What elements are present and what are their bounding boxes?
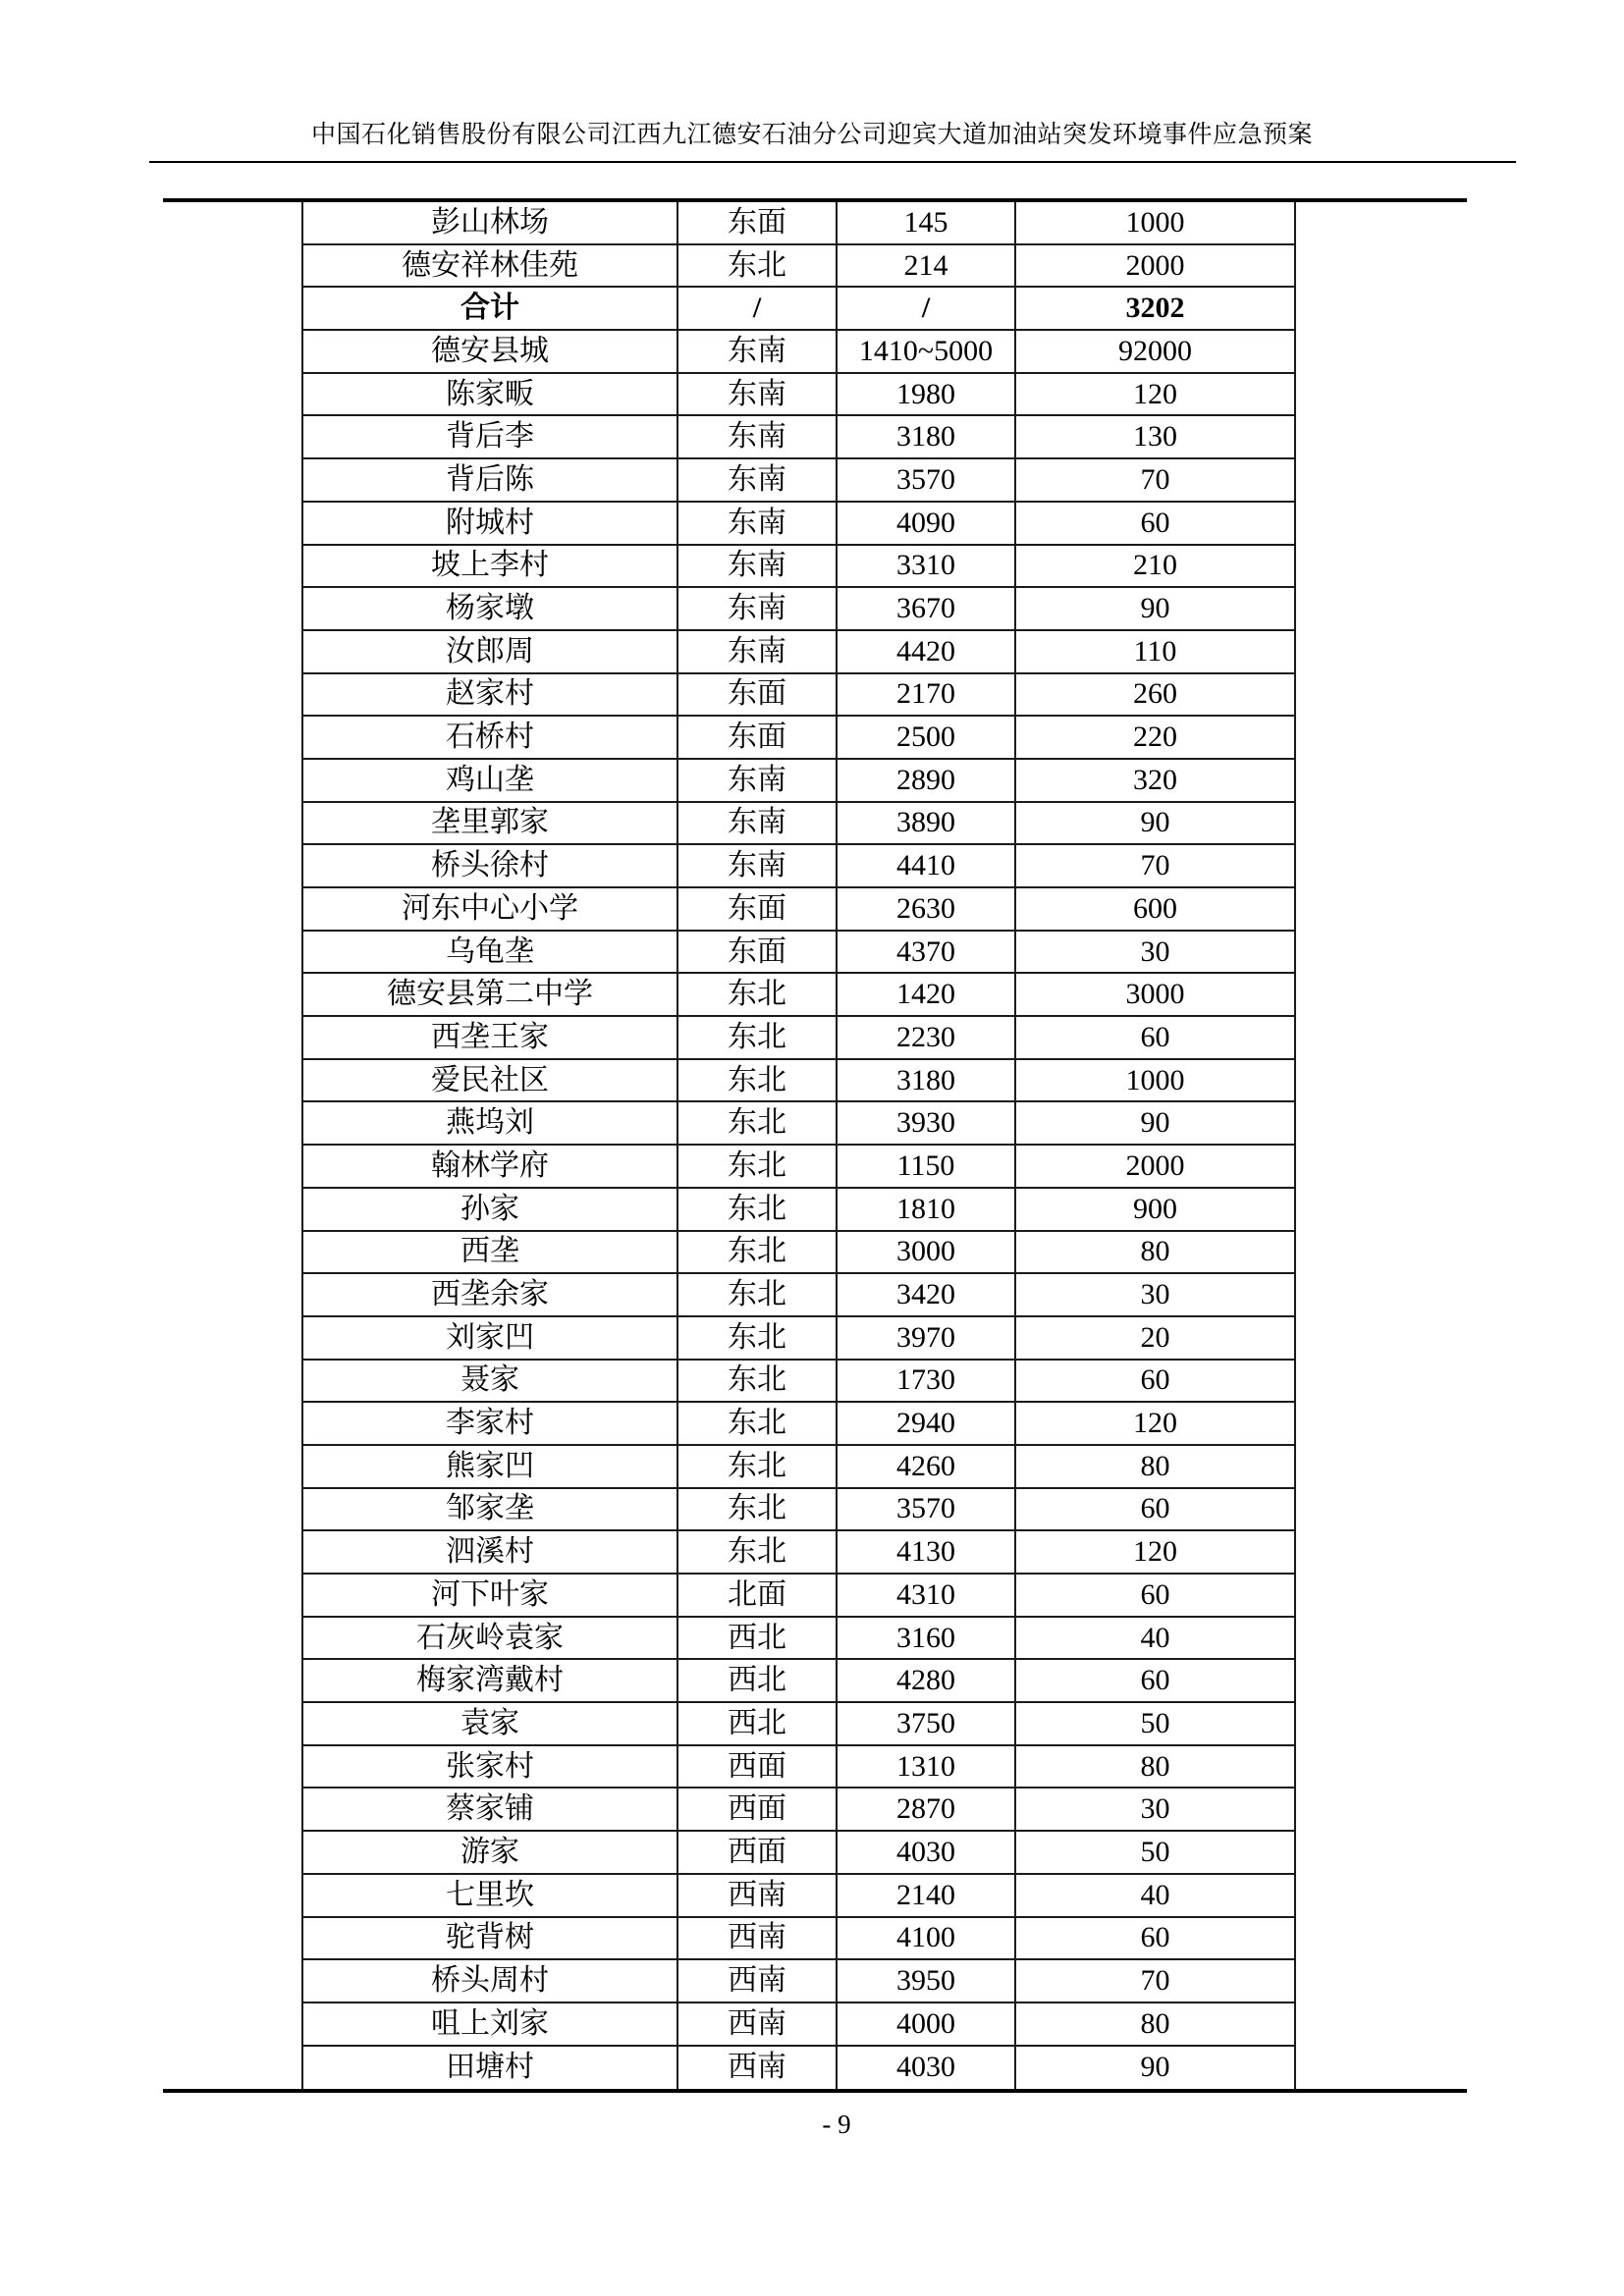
spacer-right-cell xyxy=(1296,2003,1467,2047)
spacer-right-cell xyxy=(1296,1274,1467,1317)
cell-distance: 2230 xyxy=(838,1017,1016,1060)
spacer-left-cell xyxy=(163,1189,301,1232)
cell-distance: 3310 xyxy=(838,546,1016,589)
cell-distance: / xyxy=(838,288,1016,331)
spacer-right-cell xyxy=(1296,845,1467,888)
cell-direction: 东北 xyxy=(678,1446,838,1489)
cell-population: 3000 xyxy=(1016,974,1296,1017)
spacer-left-cell xyxy=(163,1575,301,1618)
spacer-right-cell xyxy=(1296,1789,1467,1832)
spacer-left-cell xyxy=(163,1232,301,1275)
spacer-left-cell xyxy=(163,1746,301,1789)
cell-population: 70 xyxy=(1016,459,1296,503)
cell-direction: 东北 xyxy=(678,974,838,1017)
sensitive-targets-table xyxy=(163,198,1467,2093)
cell-population: 70 xyxy=(1016,1960,1296,2003)
cell-distance: 4030 xyxy=(838,1832,1016,1875)
cell-direction: 东北 xyxy=(678,1146,838,1189)
spacer-right-cell xyxy=(1296,1531,1467,1575)
page-number: - 9 xyxy=(822,2109,851,2139)
cell-distance: 4420 xyxy=(838,631,1016,674)
spacer-left-cell xyxy=(163,1875,301,1918)
cell-distance: 2630 xyxy=(838,888,1016,932)
cell-population: 120 xyxy=(1016,1531,1296,1575)
spacer-left-cell xyxy=(163,1060,301,1103)
cell-population: 40 xyxy=(1016,1618,1296,1661)
cell-name: 梅家湾戴村 xyxy=(301,1660,678,1703)
spacer-right-cell xyxy=(1296,1746,1467,1789)
cell-name: 西垄王家 xyxy=(301,1017,678,1060)
residents-table-grid xyxy=(163,202,1467,2089)
cell-distance: 4260 xyxy=(838,1446,1016,1489)
cell-name: 熊家凹 xyxy=(301,1446,678,1489)
cell-name: 陈家畈 xyxy=(301,374,678,417)
cell-name: 彭山林场 xyxy=(301,202,678,245)
cell-direction: 东面 xyxy=(678,888,838,932)
cell-population: 2000 xyxy=(1016,1146,1296,1189)
spacer-right-cell xyxy=(1296,1660,1467,1703)
cell-distance: 214 xyxy=(838,245,1016,289)
cell-direction: 西南 xyxy=(678,2003,838,2047)
cell-distance: 2500 xyxy=(838,717,1016,760)
cell-direction: 东北 xyxy=(678,1489,838,1532)
cell-population: 60 xyxy=(1016,1660,1296,1703)
cell-distance: 3930 xyxy=(838,1102,1016,1146)
cell-distance: 3160 xyxy=(838,1618,1016,1661)
cell-population: 220 xyxy=(1016,717,1296,760)
spacer-left-cell xyxy=(163,1618,301,1661)
cell-distance: 1730 xyxy=(838,1361,1016,1404)
spacer-left-cell xyxy=(163,932,301,975)
cell-direction: 东南 xyxy=(678,803,838,846)
cell-direction: 东面 xyxy=(678,674,838,718)
cell-distance: 2940 xyxy=(838,1403,1016,1446)
spacer-left-cell xyxy=(163,2047,301,2090)
spacer-left-cell xyxy=(163,1960,301,2003)
cell-direction: 西北 xyxy=(678,1660,838,1703)
cell-distance: 4030 xyxy=(838,2047,1016,2090)
cell-population: 60 xyxy=(1016,1017,1296,1060)
cell-distance: 4090 xyxy=(838,503,1016,546)
spacer-right-cell xyxy=(1296,760,1467,803)
cell-name: 西垄 xyxy=(301,1232,678,1275)
cell-name: 张家村 xyxy=(301,1746,678,1789)
spacer-right-cell xyxy=(1296,1703,1467,1746)
cell-name: 垄里郭家 xyxy=(301,803,678,846)
cell-name: 石桥村 xyxy=(301,717,678,760)
spacer-right-cell xyxy=(1296,1232,1467,1275)
cell-direction: 东北 xyxy=(678,1102,838,1146)
cell-name: 杨家墩 xyxy=(301,588,678,631)
cell-population: 1000 xyxy=(1016,1060,1296,1103)
cell-direction: 西北 xyxy=(678,1618,838,1661)
cell-distance: 2870 xyxy=(838,1789,1016,1832)
spacer-right-cell xyxy=(1296,546,1467,589)
spacer-left-cell xyxy=(163,1446,301,1489)
cell-direction: 东面 xyxy=(678,932,838,975)
spacer-right-cell xyxy=(1296,974,1467,1017)
cell-name: 河东中心小学 xyxy=(301,888,678,932)
spacer-right-cell xyxy=(1296,503,1467,546)
cell-distance: 3180 xyxy=(838,1060,1016,1103)
cell-name: 合计 xyxy=(301,288,678,331)
cell-population: 60 xyxy=(1016,1918,1296,1961)
spacer-left-cell xyxy=(163,1317,301,1361)
spacer-right-cell xyxy=(1296,202,1467,245)
spacer-right-cell xyxy=(1296,932,1467,975)
spacer-right-cell xyxy=(1296,631,1467,674)
spacer-left-cell xyxy=(163,245,301,289)
spacer-right-cell xyxy=(1296,1403,1467,1446)
page-title: 中国石化销售股份有限公司江西九江德安石油分公司迎宾大道加油站突发环境事件应急预案 xyxy=(310,122,1313,148)
spacer-right-cell xyxy=(1296,1832,1467,1875)
spacer-right-cell xyxy=(1296,459,1467,503)
cell-name: 田塘村 xyxy=(301,2047,678,2090)
spacer-left-cell xyxy=(163,588,301,631)
cell-name: 翰林学府 xyxy=(301,1146,678,1189)
spacer-right-cell xyxy=(1296,1102,1467,1146)
cell-direction: / xyxy=(678,288,838,331)
cell-population: 1000 xyxy=(1016,202,1296,245)
cell-distance: 3570 xyxy=(838,459,1016,503)
spacer-right-cell xyxy=(1296,1489,1467,1532)
cell-distance: 4280 xyxy=(838,1660,1016,1703)
spacer-left-cell xyxy=(163,1918,301,1961)
cell-population: 50 xyxy=(1016,1703,1296,1746)
cell-population: 3202 xyxy=(1016,288,1296,331)
cell-direction: 西南 xyxy=(678,1960,838,2003)
spacer-left-cell xyxy=(163,1531,301,1575)
cell-name: 桥头周村 xyxy=(301,1960,678,2003)
cell-direction: 北面 xyxy=(678,1575,838,1618)
cell-name: 德安县城 xyxy=(301,331,678,374)
cell-population: 210 xyxy=(1016,546,1296,589)
spacer-right-cell xyxy=(1296,416,1467,459)
cell-population: 110 xyxy=(1016,631,1296,674)
spacer-left-cell xyxy=(163,974,301,1017)
cell-name: 背后李 xyxy=(301,416,678,459)
cell-direction: 东北 xyxy=(678,1274,838,1317)
cell-direction: 东北 xyxy=(678,1361,838,1404)
cell-name: 袁家 xyxy=(301,1703,678,1746)
cell-direction: 东北 xyxy=(678,1189,838,1232)
cell-distance: 4410 xyxy=(838,845,1016,888)
spacer-left-cell xyxy=(163,1489,301,1532)
cell-population: 92000 xyxy=(1016,331,1296,374)
cell-population: 60 xyxy=(1016,1575,1296,1618)
cell-population: 120 xyxy=(1016,1403,1296,1446)
cell-name: 游家 xyxy=(301,1832,678,1875)
cell-name: 德安祥林佳苑 xyxy=(301,245,678,289)
spacer-right-cell xyxy=(1296,1317,1467,1361)
cell-population: 260 xyxy=(1016,674,1296,718)
cell-name: 泗溪村 xyxy=(301,1531,678,1575)
cell-direction: 东北 xyxy=(678,1017,838,1060)
cell-distance: 1810 xyxy=(838,1189,1016,1232)
cell-distance: 2140 xyxy=(838,1875,1016,1918)
spacer-left-cell xyxy=(163,760,301,803)
cell-name: 背后陈 xyxy=(301,459,678,503)
cell-population: 130 xyxy=(1016,416,1296,459)
cell-name: 鸡山垄 xyxy=(301,760,678,803)
cell-distance: 3180 xyxy=(838,416,1016,459)
cell-population: 600 xyxy=(1016,888,1296,932)
cell-name: 汝郎周 xyxy=(301,631,678,674)
spacer-right-cell xyxy=(1296,888,1467,932)
cell-population: 90 xyxy=(1016,803,1296,846)
cell-distance: 4130 xyxy=(838,1531,1016,1575)
cell-distance: 3420 xyxy=(838,1274,1016,1317)
cell-distance: 1420 xyxy=(838,974,1016,1017)
spacer-right-cell xyxy=(1296,288,1467,331)
cell-distance: 4370 xyxy=(838,932,1016,975)
spacer-right-cell xyxy=(1296,1146,1467,1189)
cell-direction: 东南 xyxy=(678,631,838,674)
cell-population: 900 xyxy=(1016,1189,1296,1232)
cell-direction: 东北 xyxy=(678,245,838,289)
cell-name: 德安县第二中学 xyxy=(301,974,678,1017)
cell-distance: 3970 xyxy=(838,1317,1016,1361)
cell-distance: 4000 xyxy=(838,2003,1016,2047)
cell-name: 爱民社区 xyxy=(301,1060,678,1103)
cell-name: 石灰岭袁家 xyxy=(301,1618,678,1661)
cell-distance: 3000 xyxy=(838,1232,1016,1275)
cell-distance: 2170 xyxy=(838,674,1016,718)
spacer-left-cell xyxy=(163,331,301,374)
cell-direction: 东北 xyxy=(678,1531,838,1575)
cell-name: 邹家垄 xyxy=(301,1489,678,1532)
cell-direction: 东北 xyxy=(678,1060,838,1103)
spacer-left-cell xyxy=(163,1832,301,1875)
spacer-left-cell xyxy=(163,288,301,331)
cell-distance: 3950 xyxy=(838,1960,1016,2003)
cell-direction: 东北 xyxy=(678,1232,838,1275)
cell-population: 80 xyxy=(1016,1746,1296,1789)
cell-population: 20 xyxy=(1016,1317,1296,1361)
spacer-left-cell xyxy=(163,888,301,932)
spacer-left-cell xyxy=(163,1146,301,1189)
cell-direction: 西北 xyxy=(678,1703,838,1746)
spacer-right-cell xyxy=(1296,1189,1467,1232)
spacer-left-cell xyxy=(163,1789,301,1832)
cell-name: 桥头徐村 xyxy=(301,845,678,888)
cell-direction: 东北 xyxy=(678,1403,838,1446)
cell-direction: 东面 xyxy=(678,202,838,245)
spacer-left-cell xyxy=(163,674,301,718)
cell-population: 90 xyxy=(1016,1102,1296,1146)
cell-distance: 1150 xyxy=(838,1146,1016,1189)
spacer-right-cell xyxy=(1296,1361,1467,1404)
spacer-right-cell xyxy=(1296,1017,1467,1060)
cell-name: 孙家 xyxy=(301,1189,678,1232)
cell-name: 七里坎 xyxy=(301,1875,678,1918)
cell-name: 赵家村 xyxy=(301,674,678,718)
cell-population: 60 xyxy=(1016,1361,1296,1404)
cell-distance: 1410~5000 xyxy=(838,331,1016,374)
cell-direction: 西面 xyxy=(678,1789,838,1832)
cell-population: 80 xyxy=(1016,1446,1296,1489)
spacer-left-cell xyxy=(163,374,301,417)
spacer-right-cell xyxy=(1296,803,1467,846)
spacer-left-cell xyxy=(163,845,301,888)
spacer-left-cell xyxy=(163,803,301,846)
spacer-right-cell xyxy=(1296,2047,1467,2090)
cell-distance: 4100 xyxy=(838,1918,1016,1961)
cell-population: 320 xyxy=(1016,760,1296,803)
spacer-right-cell xyxy=(1296,374,1467,417)
cell-population: 90 xyxy=(1016,2047,1296,2090)
cell-population: 30 xyxy=(1016,932,1296,975)
spacer-left-cell xyxy=(163,2003,301,2047)
cell-population: 60 xyxy=(1016,503,1296,546)
cell-direction: 东南 xyxy=(678,845,838,888)
cell-population: 70 xyxy=(1016,845,1296,888)
spacer-right-cell xyxy=(1296,588,1467,631)
cell-distance: 4310 xyxy=(838,1575,1016,1618)
cell-population: 40 xyxy=(1016,1875,1296,1918)
cell-direction: 东南 xyxy=(678,588,838,631)
spacer-right-cell xyxy=(1296,331,1467,374)
spacer-left-cell xyxy=(163,202,301,245)
cell-name: 坡上李村 xyxy=(301,546,678,589)
cell-direction: 东面 xyxy=(678,717,838,760)
spacer-right-cell xyxy=(1296,1575,1467,1618)
cell-population: 50 xyxy=(1016,1832,1296,1875)
cell-direction: 西南 xyxy=(678,2047,838,2090)
cell-direction: 东南 xyxy=(678,760,838,803)
cell-population: 120 xyxy=(1016,374,1296,417)
spacer-right-cell xyxy=(1296,1618,1467,1661)
spacer-left-cell xyxy=(163,1403,301,1446)
spacer-left-cell xyxy=(163,416,301,459)
cell-distance: 3570 xyxy=(838,1489,1016,1532)
spacer-right-cell xyxy=(1296,1918,1467,1961)
cell-direction: 东南 xyxy=(678,503,838,546)
cell-direction: 东南 xyxy=(678,331,838,374)
cell-population: 90 xyxy=(1016,588,1296,631)
spacer-right-cell xyxy=(1296,245,1467,289)
cell-distance: 3670 xyxy=(838,588,1016,631)
cell-name: 河下叶家 xyxy=(301,1575,678,1618)
cell-population: 30 xyxy=(1016,1789,1296,1832)
spacer-right-cell xyxy=(1296,1875,1467,1918)
spacer-right-cell xyxy=(1296,674,1467,718)
spacer-left-cell xyxy=(163,717,301,760)
cell-population: 2000 xyxy=(1016,245,1296,289)
cell-distance: 2890 xyxy=(838,760,1016,803)
cell-population: 30 xyxy=(1016,1274,1296,1317)
cell-name: 燕坞刘 xyxy=(301,1102,678,1146)
spacer-right-cell xyxy=(1296,717,1467,760)
spacer-left-cell xyxy=(163,1017,301,1060)
cell-distance: 1980 xyxy=(838,374,1016,417)
cell-distance: 145 xyxy=(838,202,1016,245)
cell-name: 乌龟垄 xyxy=(301,932,678,975)
spacer-left-cell xyxy=(163,631,301,674)
cell-population: 60 xyxy=(1016,1489,1296,1532)
cell-name: 西垄余家 xyxy=(301,1274,678,1317)
spacer-right-cell xyxy=(1296,1446,1467,1489)
cell-distance: 3750 xyxy=(838,1703,1016,1746)
cell-name: 李家村 xyxy=(301,1403,678,1446)
spacer-left-cell xyxy=(163,1274,301,1317)
header-rule xyxy=(149,161,1516,163)
spacer-left-cell xyxy=(163,1361,301,1404)
cell-direction: 东南 xyxy=(678,546,838,589)
cell-population: 80 xyxy=(1016,1232,1296,1275)
cell-direction: 东北 xyxy=(678,1317,838,1361)
cell-direction: 西面 xyxy=(678,1832,838,1875)
spacer-left-cell xyxy=(163,1102,301,1146)
cell-direction: 西南 xyxy=(678,1875,838,1918)
cell-direction: 西面 xyxy=(678,1746,838,1789)
cell-direction: 东南 xyxy=(678,416,838,459)
cell-name: 咀上刘家 xyxy=(301,2003,678,2047)
spacer-left-cell xyxy=(163,546,301,589)
cell-name: 聂家 xyxy=(301,1361,678,1404)
cell-direction: 东南 xyxy=(678,374,838,417)
cell-distance: 1310 xyxy=(838,1746,1016,1789)
cell-direction: 东南 xyxy=(678,459,838,503)
cell-direction: 西南 xyxy=(678,1918,838,1961)
cell-name: 驼背树 xyxy=(301,1918,678,1961)
spacer-left-cell xyxy=(163,1703,301,1746)
cell-distance: 3890 xyxy=(838,803,1016,846)
cell-name: 附城村 xyxy=(301,503,678,546)
spacer-left-cell xyxy=(163,1660,301,1703)
spacer-right-cell xyxy=(1296,1960,1467,2003)
cell-population: 80 xyxy=(1016,2003,1296,2047)
spacer-left-cell xyxy=(163,459,301,503)
spacer-right-cell xyxy=(1296,1060,1467,1103)
spacer-left-cell xyxy=(163,503,301,546)
cell-name: 蔡家铺 xyxy=(301,1789,678,1832)
cell-name: 刘家凹 xyxy=(301,1317,678,1361)
